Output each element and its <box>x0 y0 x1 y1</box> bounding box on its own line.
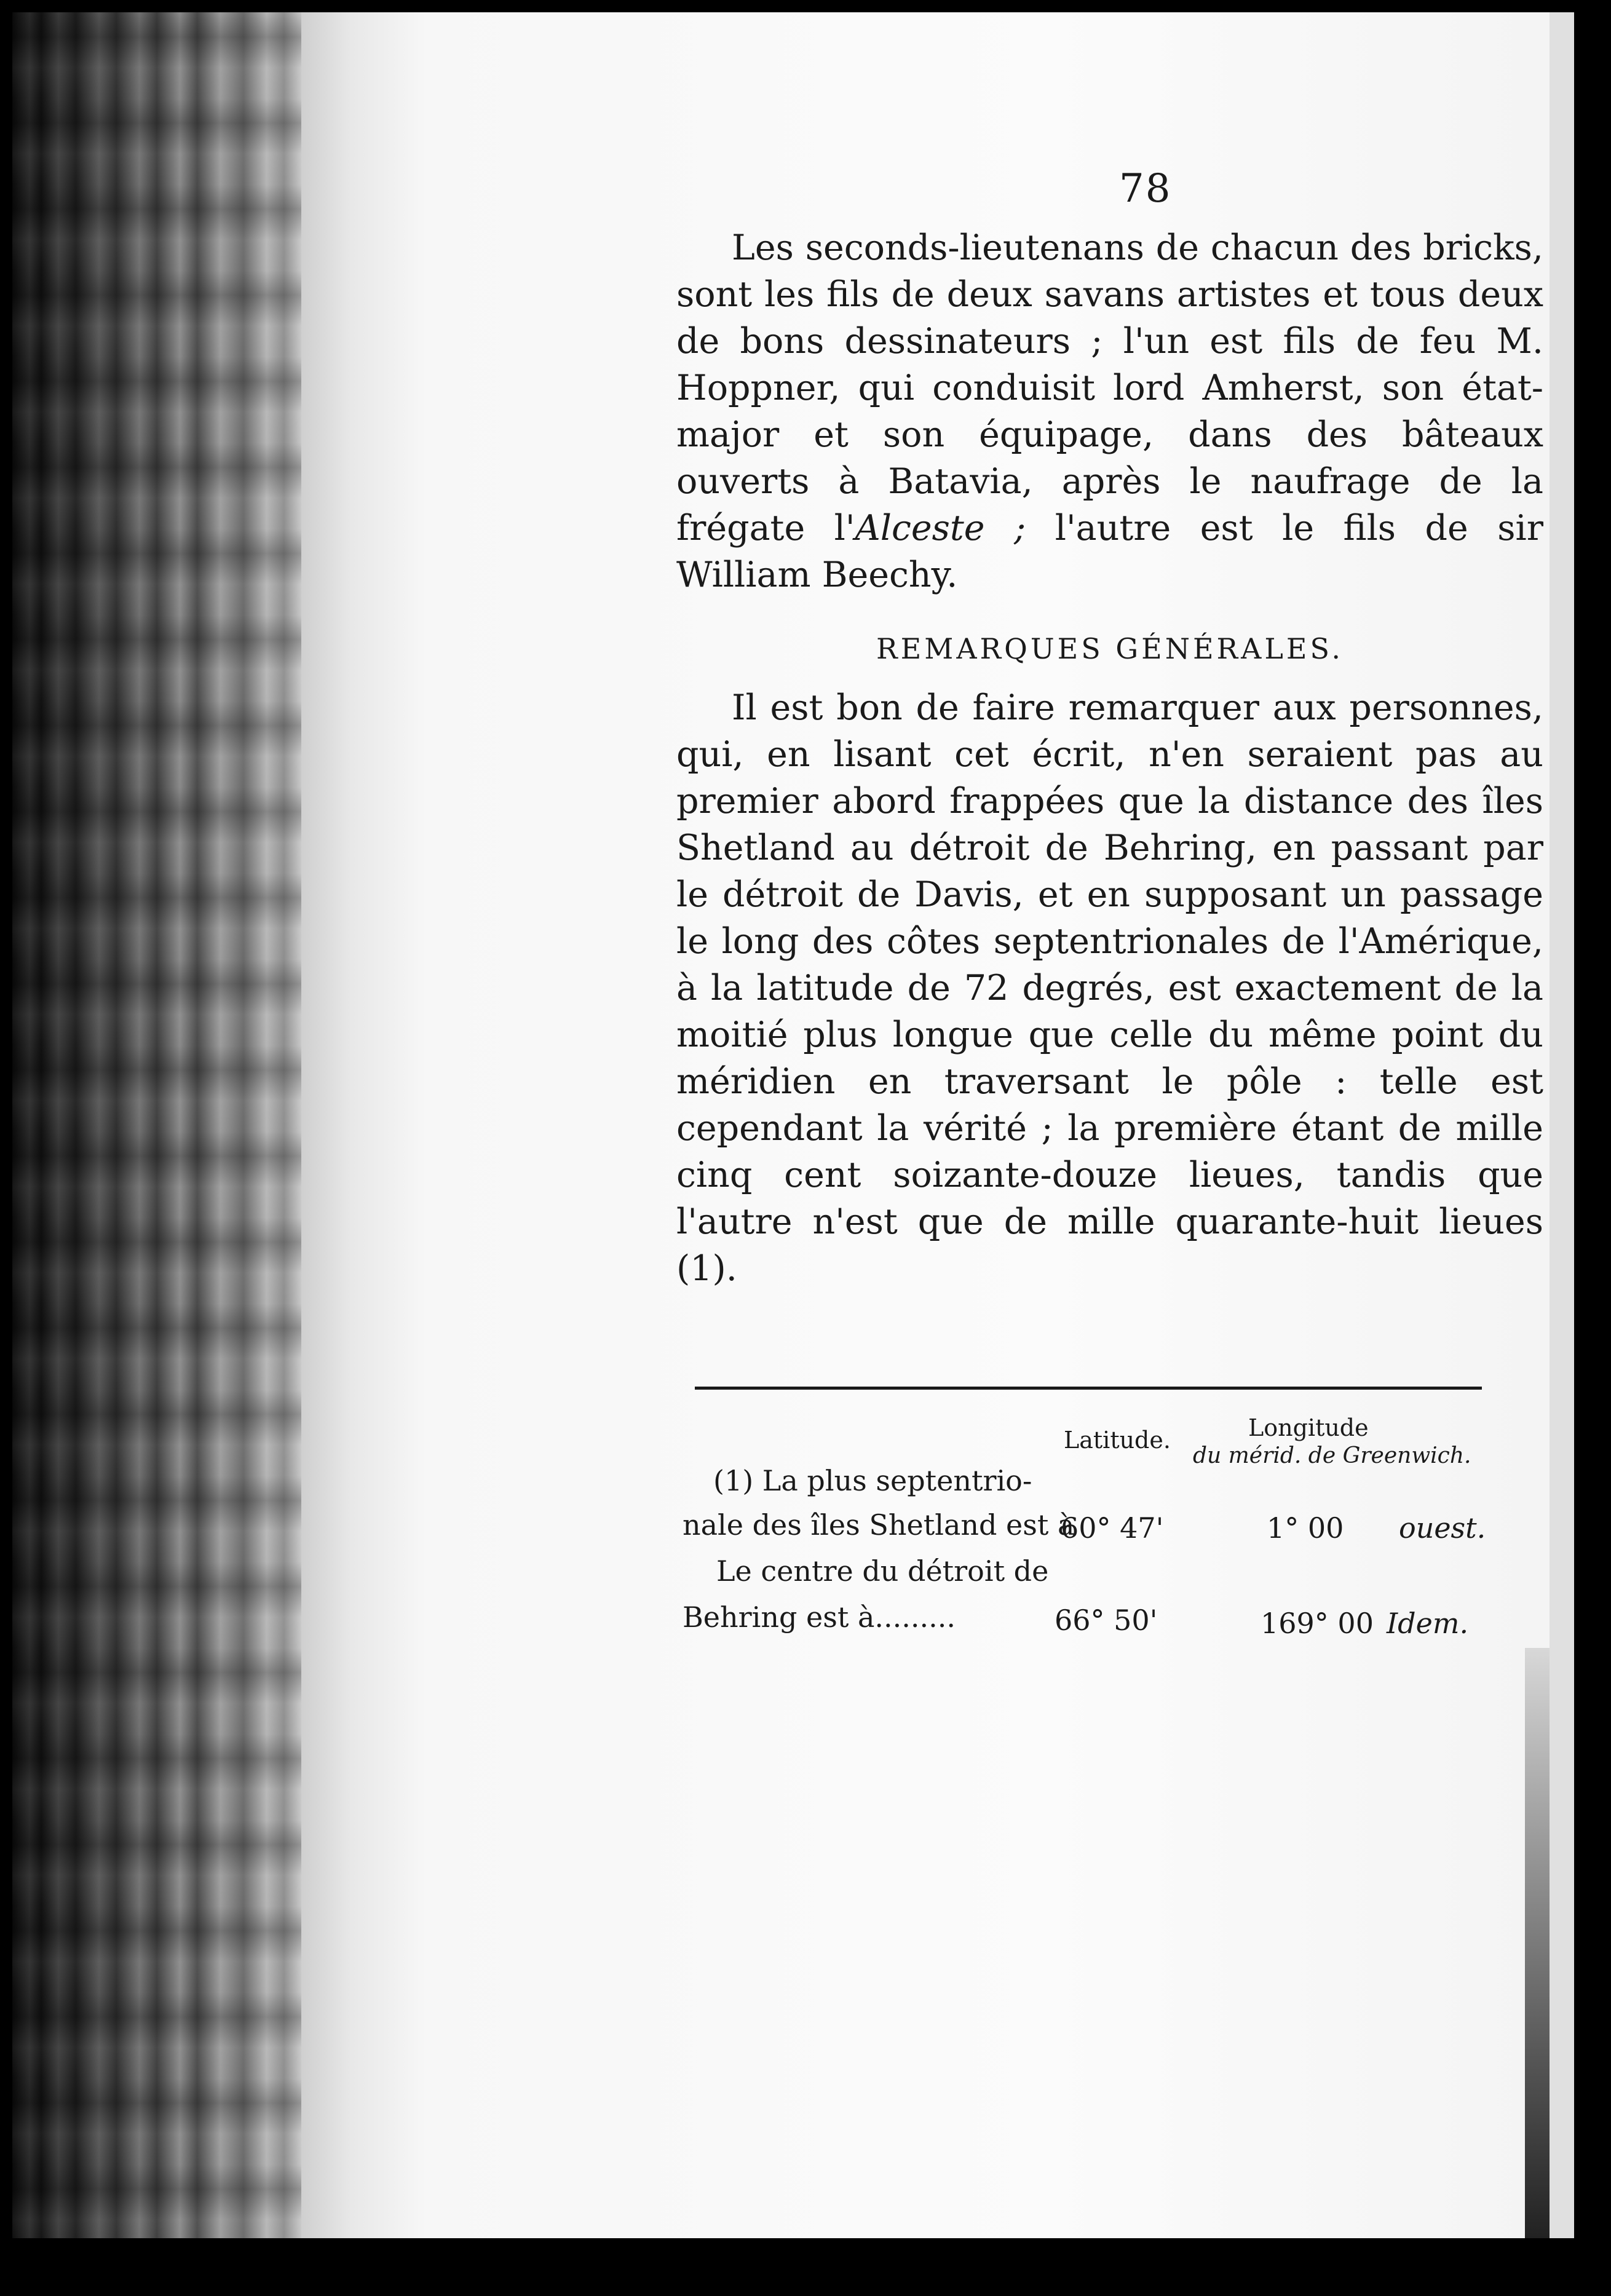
page-corner-shadow <box>1525 1648 1550 2238</box>
page-number: 78 <box>1119 166 1172 212</box>
footnote-row1-latitude: 60° 47' <box>1061 1511 1164 1545</box>
paragraph-1 <box>676 224 1543 598</box>
page-right-edge <box>1550 12 1574 2238</box>
footnote-row2-direction: Idem. <box>1387 1607 1469 1640</box>
footnote-row1-longitude: 1° 00 <box>1267 1511 1344 1545</box>
section-heading: REMARQUES GÉNÉRALES. <box>876 632 1344 665</box>
paragraph-1-text: Les seconds-lieutenans de chacun des bricks, sont les fils de deux savans artistes et tous deux de bons dessinateurs ; l'un est fils de feu M. Hoppner, qui conduisit lord Amherst, son état-major et son équipage, dans des bâteaux ouverts à Batavia, après le naufrage de la frégate l' <box>676 228 1543 548</box>
ship-name: Alceste ; <box>855 508 1026 548</box>
footnote-row2-line2: Behring est à......... <box>683 1601 956 1634</box>
footnote-row1-line1: (1) La plus septentrio- <box>713 1464 1032 1497</box>
latitude-header: Latitude. <box>1064 1427 1171 1454</box>
footnote-row2-longitude: 169° 00 <box>1261 1607 1374 1640</box>
footnote-row1-direction: ouest. <box>1399 1511 1486 1545</box>
footnote-row1-line2: nale des îles Shetland est à <box>683 1508 1075 1542</box>
footnote-rule <box>695 1387 1482 1390</box>
main-text <box>676 224 1543 1292</box>
book-binding <box>12 12 301 2238</box>
footnote-row2-latitude: 66° 50' <box>1055 1604 1158 1637</box>
longitude-subheader: du mérid. de Greenwich. <box>1193 1443 1471 1468</box>
paragraph-1-end: l'autre est le fils de sir William Beechy. <box>676 508 1543 595</box>
paragraph-2: Il est bon de faire remarquer aux personnes, qui, en lisant cet écrit, n'en seraient pas au premier abord frappées que la distance des îles Shetland au détroit de Behring, en passant par le détroit de Davis, et en supposant un passage le long des côtes septentrionales de l'Amérique, à la latitude de 72 degrés, est exactement de la moitié plus longue que celle du même point du méridien en traversant le pôle : telle est cependant la vérité ; la première étant de mille cinq cent soizante-douze lieues, tandis que l'autre n'est que de mille quarante-huit lieues (1). <box>676 687 1543 1289</box>
longitude-header: Longitude <box>1248 1414 1369 1441</box>
footnote-row2-line1: Le centre du détroit de <box>716 1554 1049 1588</box>
